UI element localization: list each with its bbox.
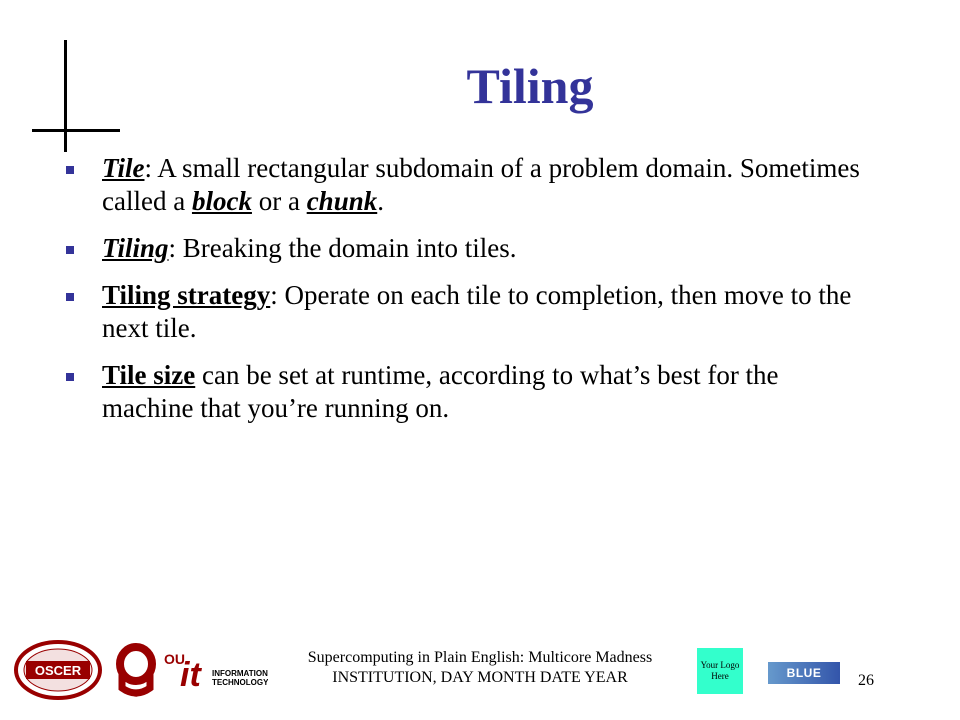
footer-line-1: Supercomputing in Plain English: Multicore Madness (307, 649, 653, 666)
corner-vertical-line (64, 40, 67, 152)
term-chunk: chunk (306, 186, 378, 216)
it-label-1: INFORMATION (212, 669, 268, 678)
bullet-text: : Breaking the domain into tiles. (168, 233, 517, 263)
bullet-item (66, 232, 866, 265)
bullet-text: . (377, 186, 384, 216)
bullet-text: or a (251, 186, 307, 216)
corner-horizontal-line (32, 129, 120, 132)
term-tile: Tile (102, 153, 145, 183)
bullet-square-icon (66, 293, 74, 301)
svg-text:OU: OU (164, 651, 185, 667)
page-number: 26 (858, 672, 874, 689)
bullet-item (66, 359, 866, 425)
term-tiling-strategy: Tiling strategy (102, 280, 271, 310)
bullet-list (66, 152, 866, 439)
term-tiling: Tiling (102, 233, 169, 263)
bullet-square-icon (66, 246, 74, 254)
blue-waters-logo: BLUE WATERS (768, 662, 840, 684)
bullet-square-icon (66, 166, 74, 174)
bullet-square-icon (66, 373, 74, 381)
footer-text (250, 648, 710, 688)
footer-line-2: INSTITUTION, DAY MONTH DATE YEAR (332, 669, 628, 686)
it-label-2: TECHNOLOGY (212, 678, 268, 687)
slide-title: Tiling (466, 58, 594, 114)
ou-logo-text: OU (134, 696, 138, 698)
bullet-text: can be set at runtime, according to what’s best for the machine that you’re running on. (102, 360, 779, 423)
term-tile-size: Tile size (102, 360, 196, 390)
ou-logo (110, 642, 162, 698)
term-block: block (191, 186, 252, 216)
it-logo-text: it (180, 656, 201, 694)
oscer-logo (14, 640, 102, 700)
bullet-text: : Operate on each tile to completion, then move to the next tile. (102, 280, 852, 343)
oscer-logo-text: OSCER (34, 663, 82, 678)
bullet-text: : A small rectangular subdomain of a problem domain. Sometimes called a (102, 153, 860, 216)
bullet-item (66, 279, 866, 345)
bullet-item (66, 152, 866, 218)
your-logo-placeholder (697, 648, 743, 694)
your-logo-text: Your Logo Here (700, 660, 740, 681)
